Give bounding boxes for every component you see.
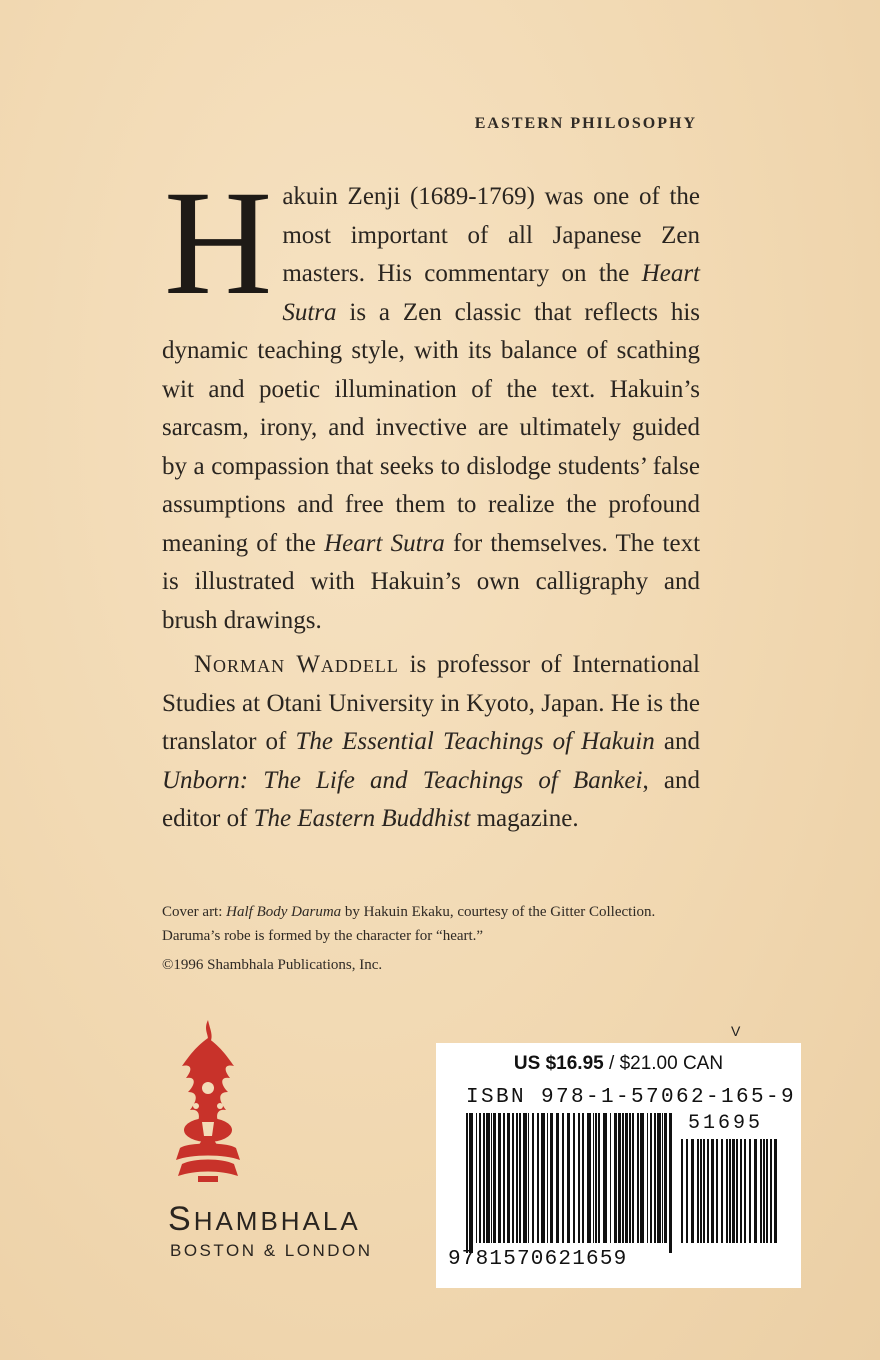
barcode-bar bbox=[744, 1139, 746, 1243]
barcode-bar bbox=[637, 1113, 639, 1243]
barcode-bar bbox=[537, 1113, 539, 1243]
barcode-bar bbox=[587, 1113, 591, 1243]
barcode-bar bbox=[657, 1113, 661, 1243]
barcode-bar bbox=[603, 1113, 607, 1243]
barcode-bar bbox=[519, 1113, 521, 1243]
barcode-bar bbox=[703, 1139, 705, 1243]
barcode-bar bbox=[681, 1139, 683, 1243]
barcode-bar bbox=[507, 1113, 510, 1243]
credit-prefix: Cover art: bbox=[162, 904, 227, 920]
barcode-bar bbox=[582, 1113, 584, 1243]
barcode-bar bbox=[662, 1113, 663, 1243]
description-text-1: akuin Zenji (1689-1769) was one of the most important of all Japanese Zen masters. His commentary on the bbox=[282, 183, 700, 287]
bio-text-1: is professor of International Studies at Otani University in Kyoto, Japan. He is the translator of bbox=[162, 651, 700, 755]
barcode-bar bbox=[498, 1113, 501, 1243]
description-title-2: Heart Sutra bbox=[324, 529, 445, 557]
barcode-bar bbox=[686, 1139, 688, 1243]
barcode-bars bbox=[436, 1043, 801, 1253]
barcode-bar bbox=[528, 1113, 529, 1243]
publisher-name bbox=[168, 1200, 361, 1239]
description-title-1: Heart Sutra bbox=[282, 260, 700, 326]
barcode-bar bbox=[486, 1113, 490, 1243]
barcode-bar bbox=[691, 1139, 694, 1243]
barcode-bar bbox=[711, 1139, 714, 1243]
price-us: US $16.95 bbox=[513, 1053, 604, 1074]
barcode-bar bbox=[721, 1139, 723, 1243]
barcode-bar bbox=[573, 1113, 575, 1243]
publisher-rest: HAMBHALA bbox=[193, 1206, 361, 1236]
credit-artwork: Half Body Daruma bbox=[226, 904, 342, 920]
barcode-bar bbox=[669, 1113, 672, 1253]
barcode-bar bbox=[578, 1113, 580, 1243]
barcode-bar bbox=[550, 1113, 553, 1243]
barcode-bar bbox=[622, 1113, 624, 1243]
barcode-bar bbox=[629, 1113, 631, 1243]
barcode-bar bbox=[647, 1113, 648, 1243]
credit-text: by Hakuin Ekaku, courtesy of the Gitter Collection. Daruma’s robe is formed by the character for “heart.” bbox=[162, 904, 656, 944]
addon-number: 51695 bbox=[688, 1112, 764, 1135]
barcode-bar bbox=[547, 1113, 548, 1243]
category-label: EASTERN PHILOSOPHY bbox=[474, 115, 697, 132]
barcode-bar bbox=[729, 1139, 731, 1243]
barcode-bar bbox=[493, 1113, 496, 1243]
bio-text-3: , and editor of bbox=[162, 766, 700, 832]
barcode-bar bbox=[754, 1139, 757, 1243]
cover-art-credit bbox=[162, 900, 702, 948]
barcode-bar bbox=[483, 1113, 485, 1243]
barcode-bar bbox=[466, 1113, 468, 1253]
barcode-bar bbox=[567, 1113, 570, 1243]
barcode-bar bbox=[654, 1113, 656, 1243]
barcode-bar bbox=[479, 1113, 481, 1243]
barcode-bar bbox=[736, 1139, 738, 1243]
barcode-bar bbox=[610, 1113, 611, 1243]
barcode-bar bbox=[632, 1113, 634, 1243]
barcode-bar bbox=[664, 1113, 667, 1243]
ean-number: 9781570621659 bbox=[448, 1248, 628, 1271]
barcode-bar bbox=[562, 1113, 564, 1243]
barcode-bar bbox=[774, 1139, 777, 1243]
publisher-location: BOSTON & LONDON bbox=[170, 1241, 373, 1260]
bio-book-2: Unborn: The Life and Teachings of Bankei bbox=[162, 766, 643, 794]
barcode-bar bbox=[650, 1113, 652, 1243]
barcode-bar bbox=[595, 1113, 597, 1243]
bio-text-2: and bbox=[654, 728, 700, 755]
barcode-panel bbox=[436, 1043, 801, 1288]
bio-text-4: magazine. bbox=[470, 805, 579, 832]
v-mark: V bbox=[731, 1023, 741, 1039]
barcode-bar bbox=[760, 1139, 762, 1243]
barcode-bar bbox=[556, 1113, 559, 1243]
price-can: $21.00 CAN bbox=[619, 1053, 724, 1074]
barcode-bar bbox=[491, 1113, 492, 1243]
copyright-notice: ©1996 Shambhala Publications, Inc. bbox=[162, 957, 383, 973]
barcode-bar bbox=[763, 1139, 765, 1243]
barcode-bar bbox=[476, 1113, 477, 1243]
barcode-bar bbox=[523, 1113, 527, 1243]
barcode-bar bbox=[598, 1113, 600, 1243]
description-text-3: for themselves. The text is illustrated with Hakuin’s own calligraphy and brush drawings. bbox=[162, 529, 701, 634]
barcode-bar bbox=[766, 1139, 768, 1243]
barcode-bar bbox=[740, 1139, 742, 1243]
barcode-bar bbox=[614, 1113, 617, 1243]
barcode-bar bbox=[640, 1113, 644, 1243]
barcode-bar bbox=[512, 1113, 514, 1243]
price-separator: / bbox=[603, 1053, 620, 1074]
publisher-initial: S bbox=[168, 1200, 194, 1238]
barcode-bar bbox=[625, 1113, 628, 1243]
barcode-bar bbox=[593, 1113, 594, 1243]
shambhala-logo-icon bbox=[168, 1018, 248, 1183]
barcode-bar bbox=[726, 1139, 728, 1243]
barcode-bar bbox=[532, 1113, 534, 1243]
barcode-bar bbox=[716, 1139, 718, 1243]
description-text-2: is a Zen classic that reflects his dynamic teaching style, with its balance of scathing wit and poetic illumination of the text. Hakuin’s sarcasm, irony, and invective are ultimately guided by a compassion that seeks to dislodge students’ false assumptions and free them to realize the profound meaning of the bbox=[162, 298, 700, 557]
barcode-bar bbox=[749, 1139, 751, 1243]
drop-cap: H bbox=[164, 160, 273, 326]
barcode-bar bbox=[697, 1139, 699, 1243]
barcode-bar bbox=[770, 1139, 772, 1243]
bio-book-3: The Eastern Buddhist bbox=[253, 805, 471, 832]
bio-book-1: The Essential Teachings of Hakuin bbox=[295, 728, 655, 755]
barcode-bar bbox=[516, 1113, 518, 1243]
barcode-bar bbox=[503, 1113, 505, 1243]
author-bio bbox=[162, 646, 700, 839]
isbn-number: ISBN 978-1-57062-165-9 bbox=[466, 1086, 797, 1109]
barcode-bar bbox=[469, 1113, 473, 1253]
book-description bbox=[162, 160, 701, 640]
barcode-bar bbox=[707, 1139, 709, 1243]
barcode-bar bbox=[541, 1113, 545, 1243]
barcode-bar bbox=[618, 1113, 621, 1243]
barcode-bar bbox=[700, 1139, 702, 1243]
author-name: Norman Waddell bbox=[194, 651, 399, 678]
barcode-bar bbox=[732, 1139, 735, 1243]
